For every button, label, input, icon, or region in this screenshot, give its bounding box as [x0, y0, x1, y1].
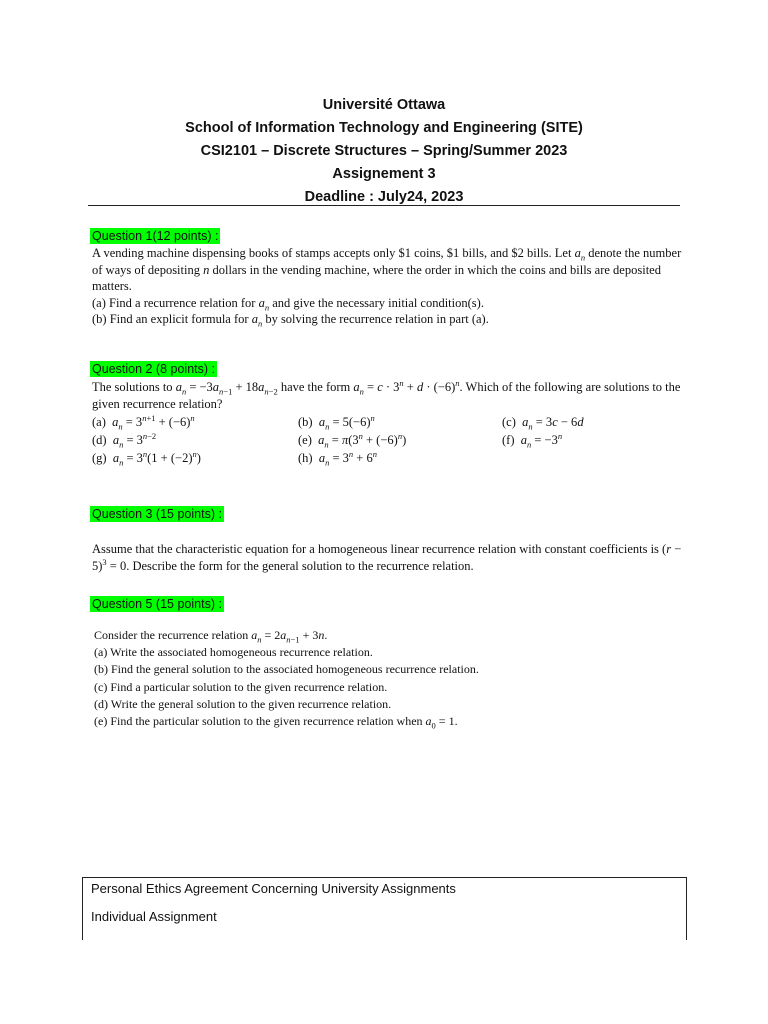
school-name: School of Information Technology and Engineering (SITE)	[185, 120, 583, 136]
question-5-part-c: (c) Find a particular solution to the given recurrence relation.	[94, 679, 388, 694]
question-2-option-b: (b) $a_n = 5(-6)^n$	[298, 412, 375, 432]
question-5-part-b: (b) Find the general solution to the associated homogeneous recurrence relation.	[94, 662, 479, 677]
question-5-part-d: (d) Write the general solution to the given recurrence relation.	[94, 696, 392, 711]
question-1-part-a: (a) Find a recurrence relation for $a_n$ and give the necessary initial condition(s).	[92, 295, 484, 313]
question-5-part-a: (a) Write the associated homogeneous recurrence relation.	[94, 645, 373, 660]
question-5-heading: Question 5 (15 points) :	[92, 597, 222, 611]
question-2-intro: The solutions to $a_n = -3a_{n-1} + 18a_{n-2}$ have the form $a_n = c \cdot 3^n + d \cdot (-6)^n$. Which of the following are solutions to the given recurrence relation?	[92, 377, 681, 411]
question-2-option-g: (g) $a_n = 3^n(1 + (-2)^n)$	[92, 448, 201, 468]
ethics-title: Personal Ethics Agreement Concerning University Assignments	[91, 881, 456, 896]
question-5-intro: Consider the recurrence relation $a_n = 2a_{n-1} + 3n$.	[94, 628, 328, 645]
university-name: Université Ottawa	[322, 97, 446, 113]
header-divider	[88, 205, 680, 206]
question-1-body	[92, 245, 682, 328]
question-2-option-f: (f) $a_n = -3^n$	[502, 430, 563, 450]
ethics-subtitle: Individual Assignment	[91, 909, 217, 924]
question-2-option-d: (d) $a_n = 3^{n-2}$	[92, 430, 157, 450]
document-header	[88, 94, 680, 209]
assignment-title: Assignement 3	[332, 166, 436, 182]
question-2-heading: Question 2 (8 points) :	[92, 362, 215, 376]
deadline: Deadline : July24, 2023	[304, 189, 464, 205]
question-3-heading: Question 3 (15 points) :	[92, 507, 222, 521]
course-title: CSI2101 – Discrete Structures – Spring/Summer 2023	[200, 143, 568, 159]
question-3-body: Assume that the characteristic equation for a homogeneous linear recurrence relation with constant coefficients is $(r - 5)^3 = 0$. Describe the form for the general solution to the recurrence relation.	[92, 542, 682, 573]
question-5-part-e: (e) Find the particular solution to the given recurrence relation when $a_0 = 1$.	[94, 714, 458, 731]
question-5-body	[94, 627, 684, 730]
question-2-option-c: (c) $a_n = 3c - 6d$	[502, 415, 584, 432]
question-1-heading: Question 1(12 points) :	[92, 229, 219, 243]
question-2-option-e: (e) $a_n = \pi(3^n + (-6)^n)$	[298, 430, 407, 450]
question-2-option-a: (a) $a_n = 3^{n+1} + (-6)^n$	[92, 412, 195, 432]
ethics-agreement-box	[82, 877, 687, 940]
question-1-intro: A vending machine dispensing books of stamps accepts only $1 coins, $1 bills, and $2 bills. Let $a_n$ denote the number of ways of depositing n dollars in the vending machine, where the order in which the coins and bills are deposited matters.	[92, 246, 682, 294]
question-1-part-b: (b) Find an explicit formula for $a_n$ by solving the recurrence relation in part (a).	[92, 312, 489, 329]
question-2-option-h: (h) $a_n = 3^n + 6^n$	[298, 448, 377, 468]
